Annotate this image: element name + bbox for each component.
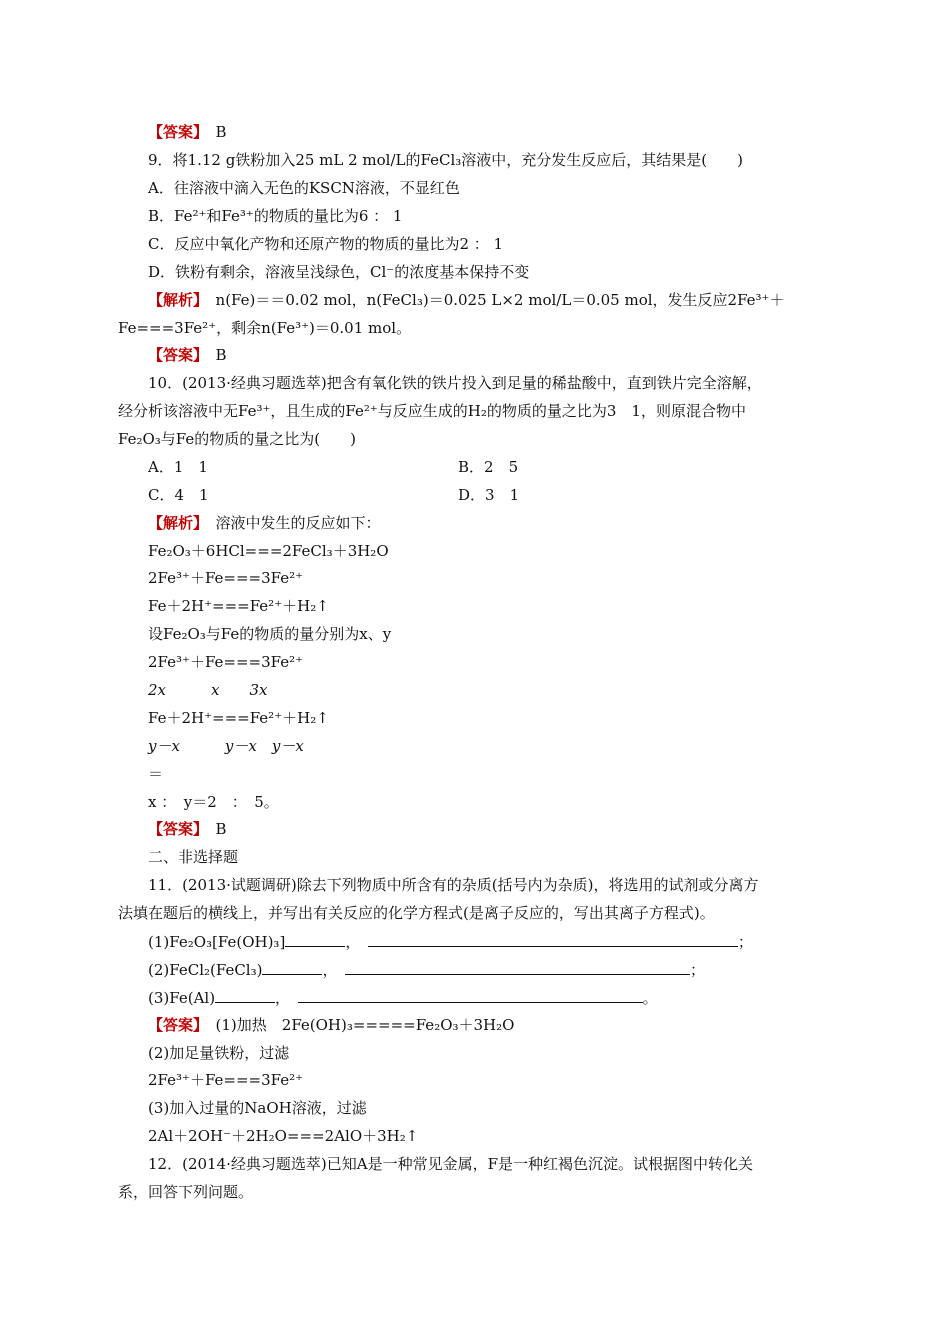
answer-line	[148, 122, 227, 142]
q11-item-2: (2)FeCl₂(FeCl₃) ， ；	[148, 961, 705, 979]
q11-item-3-label: (3)Fe(Al)	[148, 989, 216, 1007]
q9-option-a: A．往溶液中滴入无色的KSCN溶液，不显红色	[148, 179, 460, 197]
punct: 。	[642, 989, 658, 1007]
ratio-result: x ： y＝2 ： 5。	[148, 793, 279, 811]
q11-stem: 11．(2013·试题调研)除去下列物质中所含有的杂质(括号内为杂质)，将选用的试剂或分离方	[148, 876, 759, 894]
q12-stem-2: 系，回答下列问题。	[118, 1183, 254, 1201]
q11-item-1: (1)Fe₂O₃[Fe(OH)₃] ， ；	[148, 933, 753, 951]
q10-analysis	[148, 513, 381, 533]
blank-line[interactable]	[215, 987, 275, 1003]
q11-answer-3: 2Fe³⁺＋Fe===3Fe²⁺	[148, 1071, 304, 1089]
q10-option-d: D．3 1	[458, 486, 520, 504]
section-heading: 二、非选择题	[148, 848, 239, 866]
blank-line[interactable]	[262, 959, 322, 975]
q11-item-2-label: (2)FeCl₂(FeCl₃)	[148, 961, 263, 979]
answer-tag: 【答案】	[148, 123, 201, 141]
q9-analysis-cont: Fe===3Fe²⁺，剩余n(Fe³⁺)＝0.01 mol。	[118, 319, 412, 337]
answer-tag: 【答案】	[148, 1016, 201, 1034]
q11-item-1-label: (1)Fe₂O₃[Fe(OH)₃]	[148, 933, 286, 951]
q9-analysis	[148, 290, 784, 310]
q10-stem-2: 经分析该溶液中无Fe³⁺，且生成的Fe²⁺与反应生成的H₂的物质的量之比为3 1，则原混合物中	[118, 402, 746, 420]
q11-answer-4: (3)加入过量的NaOH溶液，过滤	[148, 1099, 367, 1117]
q9-option-c: C．反应中氧化产物和还原产物的物质的量比为2 ： 1	[148, 235, 504, 253]
q10-option-a: A．1 1	[148, 458, 208, 476]
q11-answer-5: 2Al＋2OH⁻＋2H₂O===2AlO＋3H₂↑	[148, 1127, 419, 1145]
q9-option-d: D．铁粉有剩余，溶液呈浅绿色，Cl⁻的浓度基本保持不变	[148, 263, 530, 281]
equation-5: Fe＋2H⁺===Fe²⁺＋H₂↑	[148, 709, 329, 727]
q11-answer-2: (2)加足量铁粉，过滤	[148, 1044, 290, 1062]
equation-4: 2Fe³⁺＋Fe===3Fe²⁺	[148, 653, 304, 671]
q11-answer-1: (1)加热 2Fe(OH)₃=====Fe₂O₃＋3H₂O	[215, 1016, 515, 1034]
q11-stem-2: 法填在题后的横线上，并写出有关反应的化学方程式(是离子反应的，写出其离子方程式)。	[118, 904, 715, 922]
answer-tag: 【答案】	[148, 346, 201, 364]
analysis-tag: 【解析】	[148, 514, 201, 532]
blank-line[interactable]	[345, 959, 690, 975]
q10-stem-3: Fe₂O₃与Fe的物质的量之比为( )	[118, 430, 356, 448]
q11-answer	[148, 1015, 514, 1035]
q11-item-3: (3)Fe(Al) ， 。	[148, 989, 658, 1007]
q9-stem: 9．将1.12 g铁粉加入25 mL 2 mol/L的FeCl₃溶液中，充分发生反应后，其结果是( )	[148, 151, 743, 169]
answer-tag: 【答案】	[148, 820, 201, 838]
q10-option-c: C．4 1	[148, 486, 209, 504]
equation-2: 2Fe³⁺＋Fe===3Fe²⁺	[148, 569, 304, 587]
equation-3: Fe＋2H⁺===Fe²⁺＋H₂↑	[148, 597, 329, 615]
blank-line[interactable]	[298, 987, 643, 1003]
q10-analysis-intro: 溶液中发生的反应如下：	[215, 514, 381, 532]
q9-option-b: B．Fe²⁺和Fe³⁺的物质的量比为6 ： 1	[148, 207, 403, 225]
answer-value: B	[215, 346, 227, 364]
stoich-row-2: y－x y－x y－x	[148, 737, 304, 755]
q10-answer	[148, 819, 227, 839]
answer-value: B	[215, 820, 227, 838]
blank-line[interactable]	[368, 931, 738, 947]
analysis-tag: 【解析】	[148, 291, 201, 309]
q9-analysis-text: n(Fe)＝＝0.02 mol，n(FeCl₃)＝0.025 L×2 mol/L＝0.05 mol，发生反应2Fe³⁺＋	[215, 291, 785, 309]
answer-value: B	[215, 123, 227, 141]
equation-1: Fe₂O₃＋6HCl===2FeCl₃＋3H₂O	[148, 542, 389, 560]
q12-stem: 12．(2014·经典习题选萃)已知A是一种常见金属，F是一种红褐色沉淀。试根据图中转化关	[148, 1155, 753, 1173]
stoich-row-1: 2x x 3x	[148, 681, 268, 699]
q9-answer	[148, 345, 227, 365]
q10-stem: 10．(2013·经典习题选萃)把含有氧化铁的铁片投入到足量的稀盐酸中，直到铁片完全溶解，	[148, 374, 762, 392]
punct: ；	[737, 933, 753, 951]
variable-definition: 设Fe₂O₃与Fe的物质的量分别为x、y	[148, 625, 392, 643]
q10-option-b: B．2 5	[458, 458, 519, 476]
blank-line[interactable]	[285, 931, 345, 947]
punct: ；	[689, 961, 705, 979]
equals-sign: ＝	[148, 765, 164, 783]
